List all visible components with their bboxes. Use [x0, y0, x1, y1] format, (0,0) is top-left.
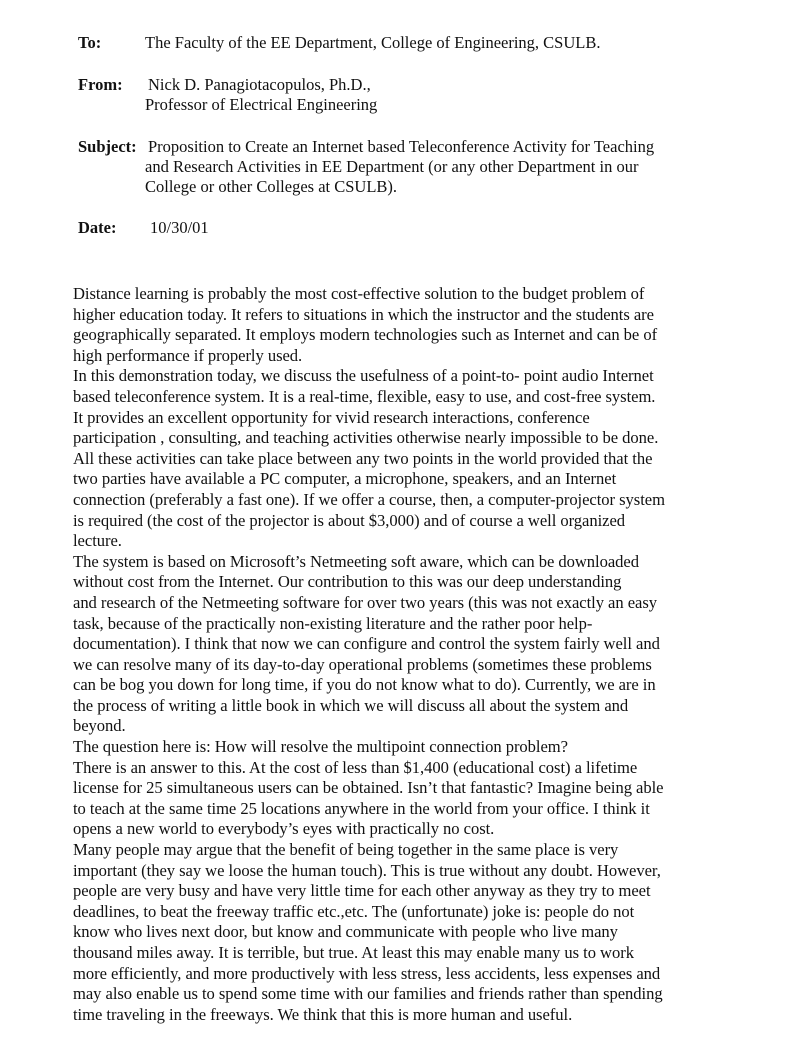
memo-to-text: The Faculty of the EE Department, College of Engineering, CSULB.	[145, 33, 601, 52]
body-line: license for 25 simultaneous users can be obtained. Isn’t that fantastic? Imagine being able	[73, 778, 664, 798]
body-line: beyond.	[73, 716, 126, 736]
memo-subject-line-2: and Research Activities in EE Department (or any other Department in our	[145, 157, 639, 176]
memo-date-value	[150, 218, 209, 238]
body-line: two parties have available a PC computer, a microphone, speakers, and an Internet	[73, 469, 617, 489]
body-line: important (they say we loose the human touch). This is true without any doubt. However,	[73, 860, 661, 880]
body-line: know who lives next door, but know and communicate with people who live many	[73, 922, 618, 942]
memo-date-label: Date:	[78, 218, 117, 237]
body-line: geographically separated. It employs modern technologies such as Internet and can be of	[73, 325, 658, 345]
body-line: opens a new world to everybody’s eyes with practically no cost.	[73, 819, 495, 839]
memo-from-title-wrap	[145, 95, 377, 115]
body-line: to teach at the same time 25 locations anywhere in the world from your office. I think it	[73, 798, 650, 818]
memo-from-name: Nick D. Panagiotacopulos, Ph.D.,	[148, 75, 371, 94]
memo-from-value	[148, 75, 371, 95]
memo-subject-line-3: College or other Colleges at CSULB).	[145, 177, 398, 196]
body-line: people are very busy and have very little time for each other anyway as they try to meet	[73, 881, 651, 901]
body-line: high performance if properly used.	[73, 345, 303, 365]
body-line: Many people may argue that the benefit of being together in the same place is very	[73, 840, 619, 860]
body-line: is required (the cost of the projector is about $3,000) and of course a well organized	[73, 510, 626, 530]
body-line: The system is based on Microsoft’s Netmeeting soft aware, which can be downloaded	[73, 551, 639, 571]
memo-subject-line-1: Proposition to Create an Internet based Teleconference Activity for Teaching	[148, 137, 655, 156]
body-line: may also enable us to spend some time with our families and friends rather than spending	[73, 984, 663, 1004]
body-line: lecture.	[73, 531, 122, 551]
body-line: more efficiently, and more productively with less stress, less accidents, less expenses and	[73, 963, 661, 983]
memo-to-label: To:	[78, 33, 102, 52]
memo-date-text: 10/30/01	[150, 218, 209, 237]
body-line: documentation). I think that now we can configure and control the system fairly well and	[73, 634, 660, 654]
body-line: without cost from the Internet. Our contribution to this was our deep understanding	[73, 572, 622, 592]
body-line: There is an answer to this. At the cost of less than $1,400 (educational cost) a lifetime	[73, 757, 638, 777]
body-line: based teleconference system. It is a real-time, flexible, easy to use, and cost-free system.	[73, 386, 656, 406]
body-line: It provides an excellent opportunity for vivid research interactions, conference	[73, 407, 590, 427]
body-line: time traveling in the freeways. We think that this is more human and useful.	[73, 1004, 573, 1024]
body-line: The question here is: How will resolve the multipoint connection problem?	[73, 737, 568, 757]
body-line: can be bog you down for long time, if you do not know what to do). Currently, we are in	[73, 675, 656, 695]
body-line: higher education today. It refers to situations in which the instructor and the students are	[73, 304, 654, 324]
body-line: deadlines, to beat the freeway traffic etc.,etc. The (unfortunate) joke is: people do not	[73, 901, 635, 921]
body-line: the process of writing a little book in which we will discuss all about the system and	[73, 695, 629, 715]
body-line: and research of the Netmeeting software for over two years (this was not exactly an easy	[73, 592, 657, 612]
memo-from-title: Professor of Electrical Engineering	[145, 95, 378, 114]
memo-from-label: From:	[78, 75, 123, 94]
body-line: All these activities can take place between any two points in the world provided that the	[73, 448, 653, 468]
body-line: Distance learning is probably the most cost-effective solution to the budget problem of	[73, 284, 645, 303]
memo-to-value	[145, 33, 600, 53]
memo-subject-line-2-wrap	[145, 157, 638, 197]
body-line: In this demonstration today, we discuss the usefulness of a point-to- point audio Internet	[73, 366, 654, 386]
memo-subject-label: Subject:	[78, 137, 137, 156]
body-line: we can resolve many of its day-to-day operational problems (sometimes these problems	[73, 654, 652, 674]
body-line: connection (preferably a fast one). If we offer a course, then, a computer-projector system	[73, 489, 665, 509]
memo-body	[73, 284, 773, 1025]
body-line: task, because of the practically non-existing literature and the rather poor help-	[73, 613, 593, 633]
body-line: thousand miles away. It is terrible, but true. At least this may enable many us to work	[73, 943, 634, 962]
memo-subject-line-1-wrap	[148, 137, 654, 157]
body-line: participation , consulting, and teaching activities otherwise nearly impossible to be done.	[73, 428, 659, 448]
